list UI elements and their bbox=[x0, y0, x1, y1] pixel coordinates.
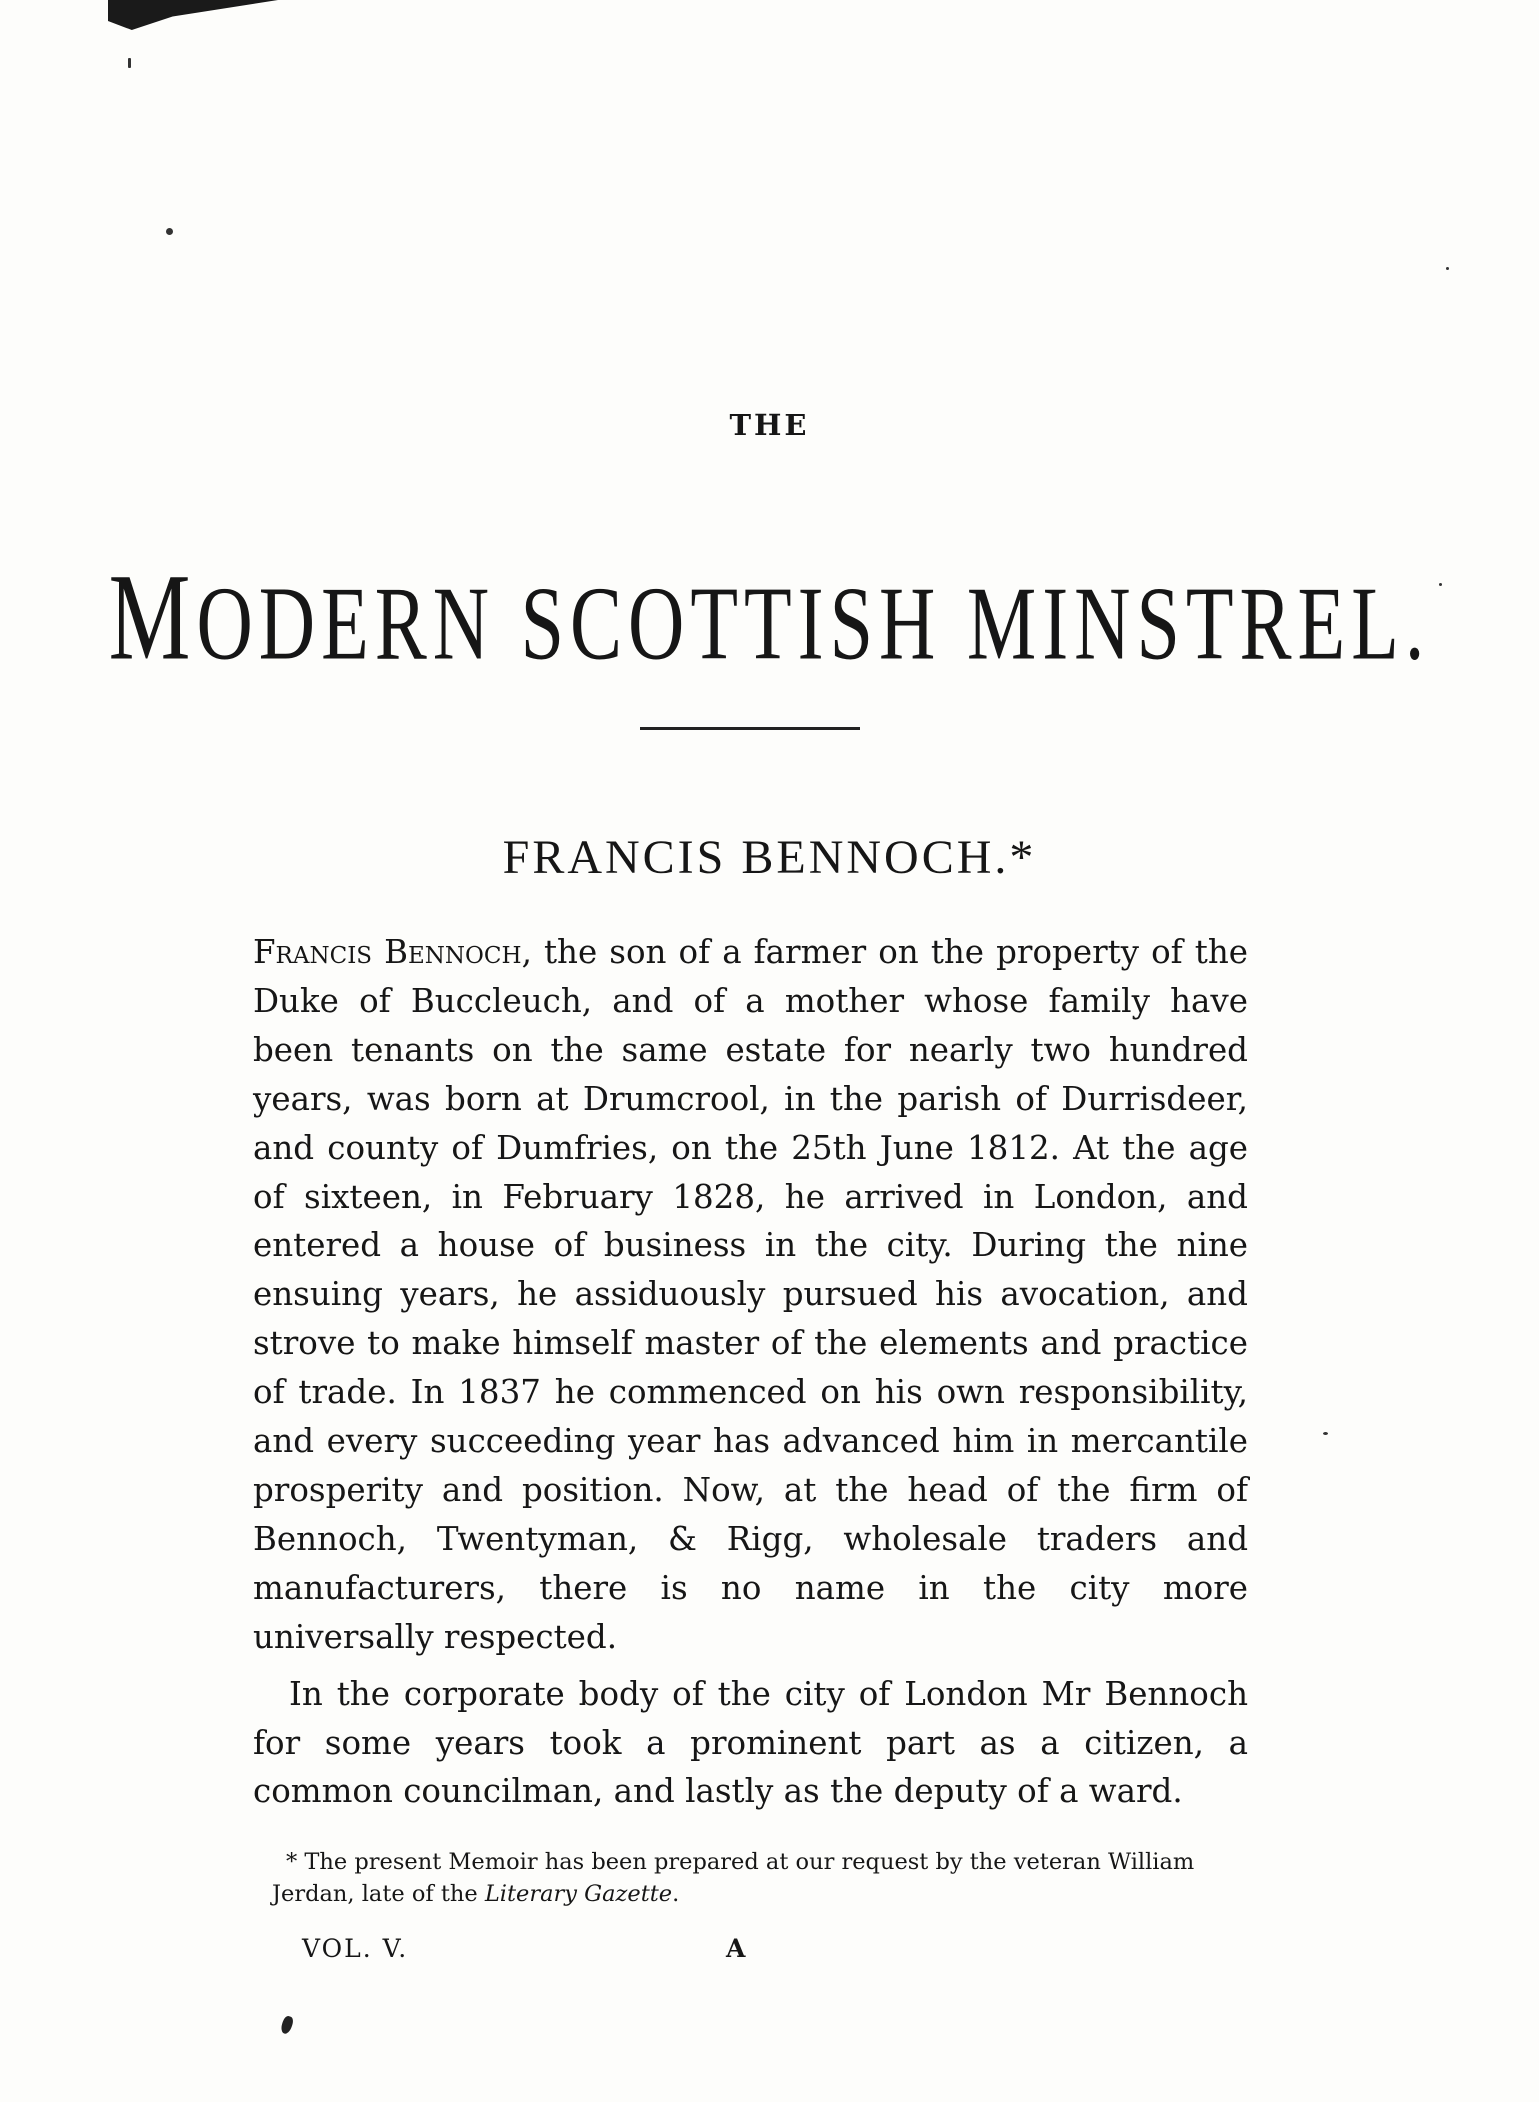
footnote-italic: Literary Gazette bbox=[484, 1881, 673, 1907]
title-rule bbox=[640, 727, 860, 730]
page-title bbox=[0, 545, 1539, 688]
paragraph-1 bbox=[253, 928, 1248, 1662]
footnote-text: * The present Memoir has been prepared at our request by the veteran William Jerdan, late of the bbox=[272, 1849, 1195, 1907]
paragraph-lead: Francis Bennoch bbox=[253, 933, 522, 971]
paragraph-2: In the corporate body of the city of London Mr Bennoch for some years took a prominent part as a citizen, a common councilman, and lastly as the deputy of a ward. bbox=[253, 1674, 1248, 1811]
section-heading: FRANCIS BENNOCH.* bbox=[502, 831, 1037, 884]
signature-line bbox=[0, 1934, 1539, 1974]
ink-speck bbox=[128, 58, 131, 68]
paragraph-1-text: , the son of a farmer on the property of the Duke of Buccleuch, and of a mother whose family have been tenants on the same estate for nearly two hundred years, was born at Drumcrool, in the parish of Durrisdeer, and county of Dumfries, on the 25th June 1812. At the age of sixteen, in February 1828, he arrived in London, and entered a house of business in the city. During the nine ensuing years, he assiduously pursued his avocation, and strove to make himself master of the elements and practice of trade. In 1837 he commenced on his own responsibility, and every succeeding year has advanced him in mercantile prosperity and position. Now, at the head of the firm of Bennoch, Twentyman, & Rigg, wholesale traders and manufacturers, there is no name in the city more universally respected. bbox=[253, 933, 1248, 1656]
ink-speck bbox=[1446, 267, 1449, 270]
ink-speck bbox=[166, 228, 173, 235]
ink-mark bbox=[279, 2015, 294, 2035]
title-rest: ODERN SCOTTISH MINSTREL. bbox=[196, 563, 1431, 682]
title-initial: M bbox=[108, 547, 197, 686]
footnote bbox=[272, 1846, 1242, 1910]
volume-label: VOL. V. bbox=[302, 1934, 409, 1963]
ink-speck bbox=[1323, 1432, 1328, 1435]
page-header: THE bbox=[729, 408, 810, 442]
article-body bbox=[253, 928, 1248, 1816]
footnote-end: . bbox=[672, 1881, 680, 1907]
signature-mark: A bbox=[726, 1934, 746, 1963]
corner-ink-mark bbox=[108, 0, 278, 30]
